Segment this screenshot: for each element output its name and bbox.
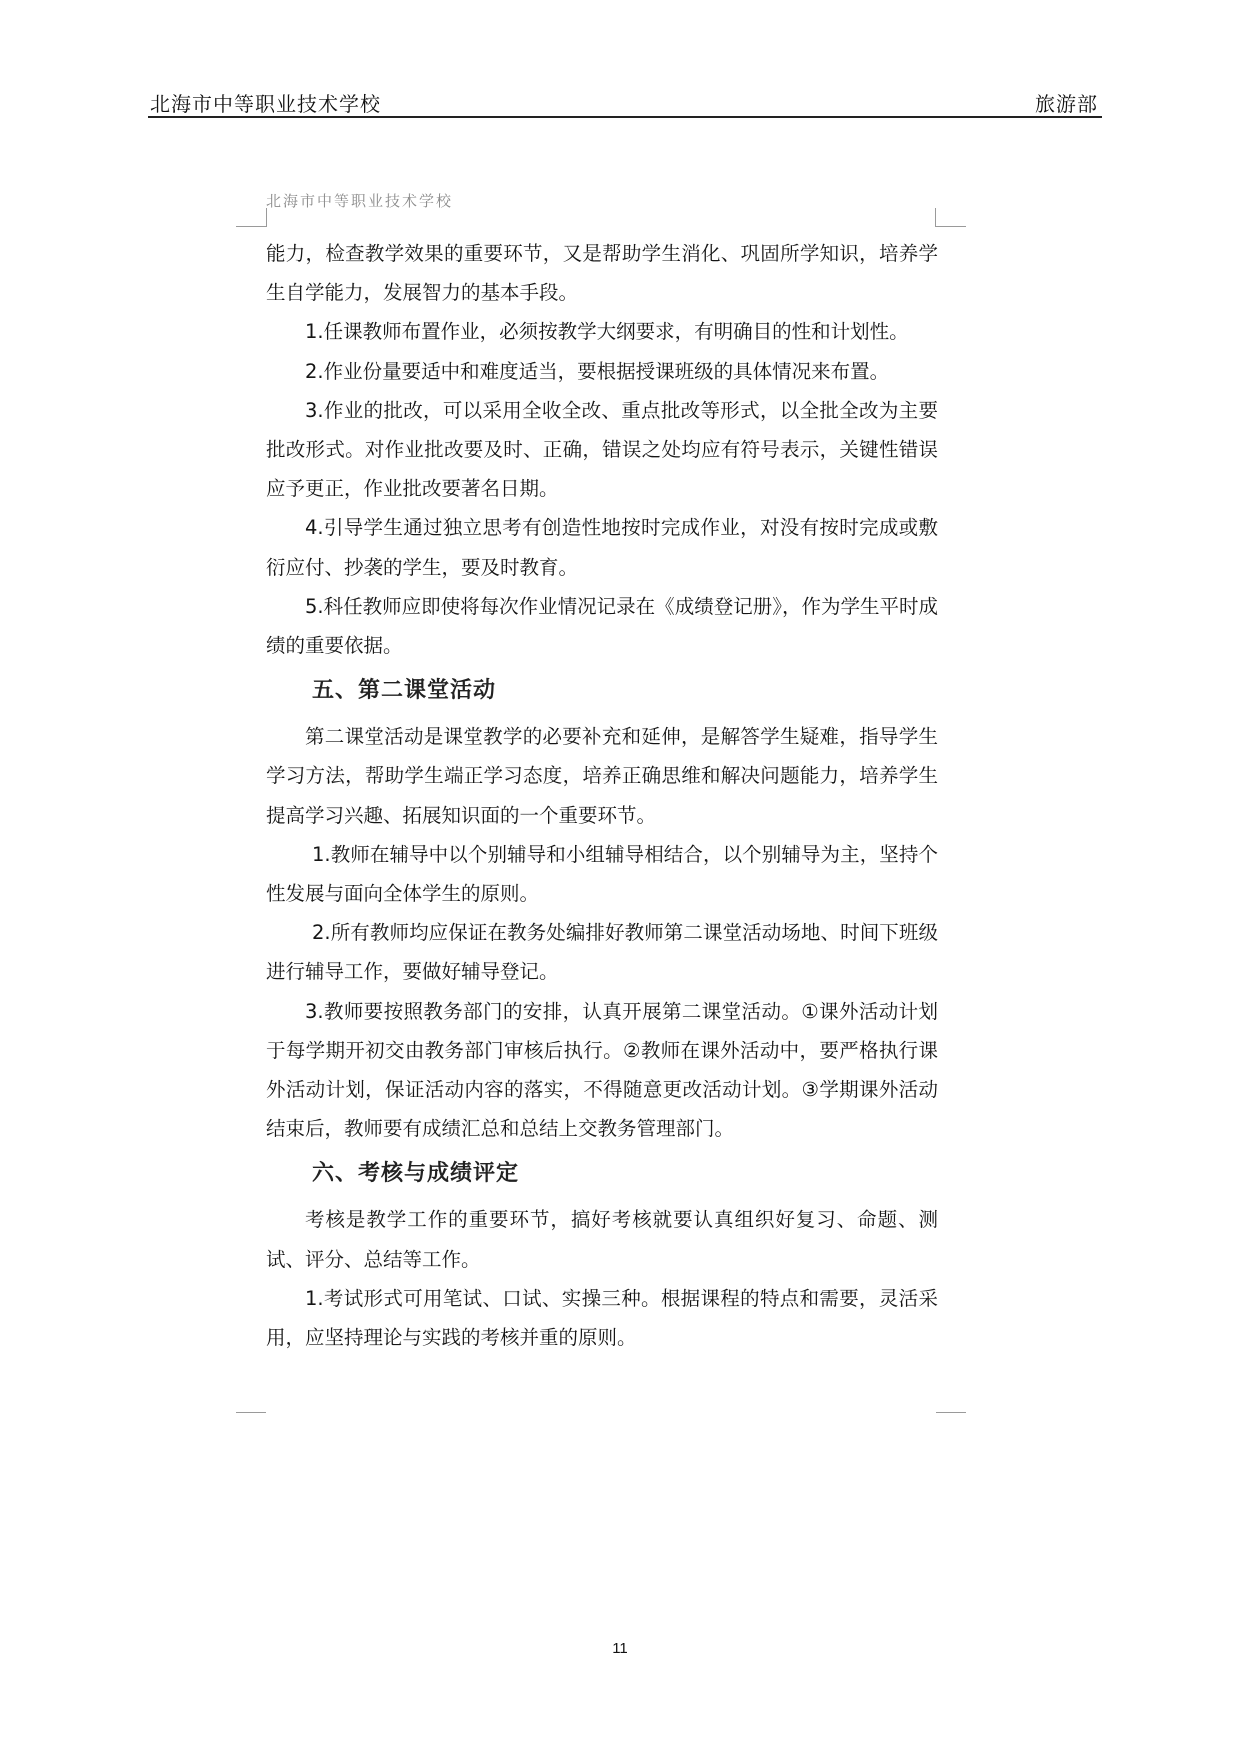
paragraph: 3.作业的批改，可以采用全收全改、重点批改等形式，以全批全改为主要批改形式。对作业批改要及时、正确，错误之处均应有符号表示，关键性错误应予更正，作业批改要著名日期。 (266, 398, 938, 501)
section-heading: 五、第二课堂活动 (312, 678, 497, 704)
crop-mark-top-left (236, 208, 267, 227)
paragraph: 4.引导学生通过独立思考有创造性地按时完成作业，对没有按时完成或敷衍应付、抄袭的学生，要及时教育。 (266, 516, 938, 579)
paragraph: 第二课堂活动是课堂教学的必要补充和延伸，是解答学生疑难，指导学生学习方法，帮助学生端正学习态度，培养正确思维和解决问题能力，培养学生提高学习兴趣、拓展知识面的一个重要环节。 (266, 725, 938, 827)
page-header (148, 86, 1102, 118)
paragraph: 考核是教学工作的重要环节，搞好考核就要认真组织好复习、命题、测试、评分、总结等工作。 (266, 1208, 938, 1271)
crop-mark-bottom-left (236, 1412, 266, 1413)
scanned-page-header: 北海市中等职业技术学校 (266, 192, 454, 210)
crop-mark-bottom-right (936, 1412, 966, 1413)
paragraph: 1.教师在辅导中以个别辅导和小组辅导相结合，以个别辅导为主，坚持个性发展与面向全体学生的原则。 (266, 842, 938, 906)
paragraph: 能力，检查教学效果的重要环节，又是帮助学生消化、巩固所学知识，培养学生自学能力，发展智力的基本手段。 (266, 242, 938, 305)
crop-mark-top-right (935, 208, 966, 227)
header-school-name: 北海市中等职业技术学校 (150, 92, 381, 116)
header-department: 旅游部 (1035, 92, 1098, 116)
paragraph: 1.任课教师布置作业，必须按教学大纲要求，有明确目的性和计划性。 (305, 320, 909, 344)
paragraph: 3.教师要按照教务部门的安排，认真开展第二课堂活动。①课外活动计划于每学期开初交由教务部门审核后执行。②教师在课外活动中，要严格执行课外活动计划，保证活动内容的落实，不得随意更改活动计划。③学期课外活动结束后，教师要有成绩汇总和总结上交教务管理部门。 (266, 999, 938, 1141)
paragraph: 1.考试形式可用笔试、口试、实操三种。根据课程的特点和需要，灵活采用，应坚持理论与实践的考核并重的原则。 (266, 1286, 938, 1350)
page-number: 11 (612, 1640, 628, 1657)
paragraph: 5.科任教师应即使将每次作业情况记录在《成绩登记册》，作为学生平时成绩的重要依据。 (266, 594, 938, 658)
paragraph: 2.所有教师均应保证在教务处编排好教师第二课堂活动场地、时间下班级进行辅导工作，要做好辅导登记。 (266, 921, 938, 984)
section-heading: 六、考核与成绩评定 (312, 1161, 520, 1187)
body-text (266, 234, 938, 1357)
paragraph: 2.作业份量要适中和难度适当，要根据授课班级的具体情况来布置。 (305, 359, 890, 383)
scanned-page (236, 186, 966, 1416)
